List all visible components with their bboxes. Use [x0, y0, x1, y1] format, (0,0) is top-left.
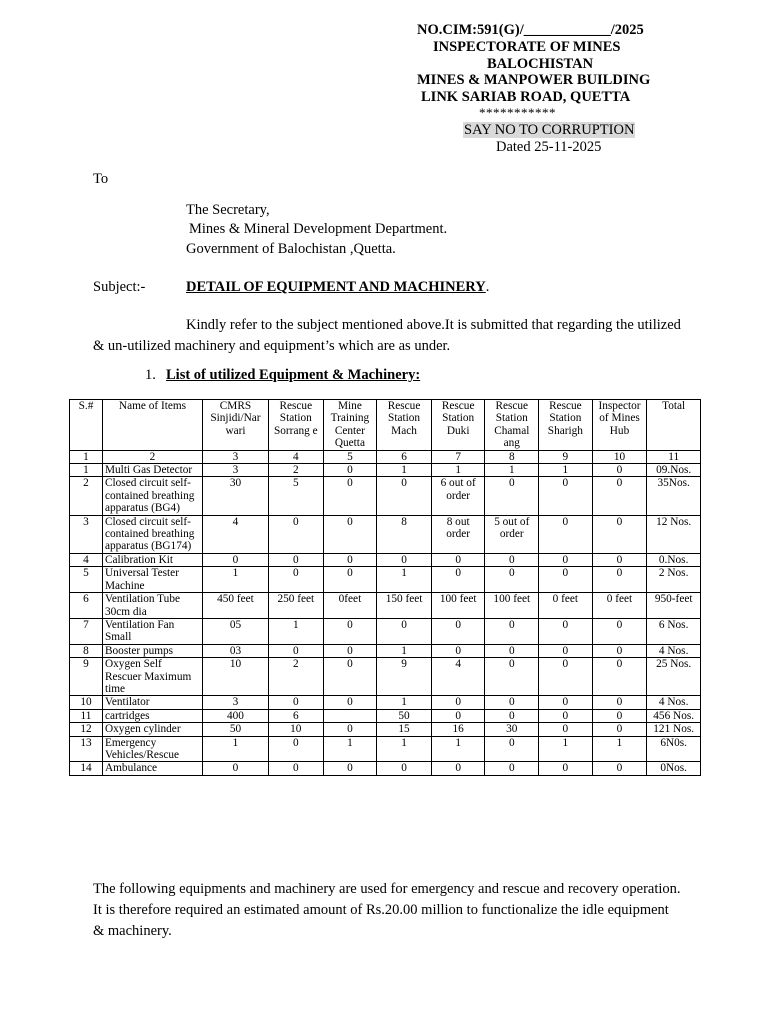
quantity-cell: 0	[592, 723, 647, 736]
column-number: 3	[202, 450, 268, 463]
column-number: 1	[70, 450, 103, 463]
quantity-cell: 0	[485, 567, 539, 593]
item-name-cell: Multi Gas Detector	[102, 464, 202, 477]
total-cell: 4 Nos.	[647, 696, 701, 709]
quantity-cell: 0	[592, 515, 647, 553]
column-number: 4	[268, 450, 323, 463]
letter-date: Dated 25-11-2025	[496, 139, 602, 155]
column-header: Rescue Station Duki	[431, 400, 485, 451]
table-row	[70, 658, 701, 696]
quantity-cell: 2	[268, 658, 323, 696]
table-row	[70, 567, 701, 593]
serial-cell: 4	[70, 553, 103, 566]
quantity-cell: 0	[377, 477, 432, 515]
item-name-cell: Booster pumps	[102, 644, 202, 657]
serial-cell: 10	[70, 696, 103, 709]
slogan-text: SAY NO TO CORRUPTION	[464, 122, 635, 138]
column-header: Inspector of Mines Hub	[592, 400, 647, 451]
total-cell: 6 Nos.	[647, 618, 701, 644]
column-header: Total	[647, 400, 701, 451]
serial-cell: 14	[70, 762, 103, 775]
quantity-cell: 3	[202, 696, 268, 709]
column-header: Rescue Station Mach	[377, 400, 432, 451]
subject-period: .	[485, 279, 490, 295]
total-cell: 121 Nos.	[647, 723, 701, 736]
serial-cell: 12	[70, 723, 103, 736]
total-cell: 950-feet	[647, 593, 701, 619]
serial-cell: 7	[70, 618, 103, 644]
quantity-cell: 1	[539, 736, 593, 762]
table-row	[70, 464, 701, 477]
table-header-row	[70, 400, 701, 451]
quantity-cell: 0	[485, 762, 539, 775]
quantity-cell: 10	[202, 658, 268, 696]
quantity-cell: 0	[592, 762, 647, 775]
serial-cell: 6	[70, 593, 103, 619]
quantity-cell: 0	[323, 696, 377, 709]
quantity-cell: 1	[539, 464, 593, 477]
quantity-cell: 0	[431, 644, 485, 657]
item-name-cell: Closed circuit self-contained breathing apparatus (BG4)	[102, 477, 202, 515]
list-heading: List of utilized Equipment & Machinery:	[166, 367, 421, 383]
table-body	[70, 464, 701, 776]
quantity-cell: 8 out order	[431, 515, 485, 553]
quantity-cell: 450 feet	[202, 593, 268, 619]
total-cell: 4 Nos.	[647, 644, 701, 657]
quantity-cell: 0	[268, 515, 323, 553]
quantity-cell: 1	[202, 567, 268, 593]
total-cell: 25 Nos.	[647, 658, 701, 696]
quantity-cell: 0	[431, 762, 485, 775]
quantity-cell: 0	[485, 477, 539, 515]
quantity-cell: 0	[268, 553, 323, 566]
quantity-cell: 1	[377, 644, 432, 657]
quantity-cell: 0	[431, 567, 485, 593]
serial-cell: 1	[70, 464, 103, 477]
total-cell: 456 Nos.	[647, 709, 701, 722]
serial-cell: 5	[70, 567, 103, 593]
subject-title: DETAIL OF EQUIPMENT AND MACHINERY	[186, 279, 486, 295]
quantity-cell: 6 out of order	[431, 477, 485, 515]
quantity-cell: 0	[485, 709, 539, 722]
item-name-cell: Ventilation Fan Small	[102, 618, 202, 644]
column-number: 6	[377, 450, 432, 463]
quantity-cell: 0	[592, 567, 647, 593]
equipment-table	[69, 399, 701, 776]
quantity-cell: 5	[268, 477, 323, 515]
separator-stars: ***********	[479, 105, 556, 120]
item-name-cell: Closed circuit self-contained breathing apparatus (BG174)	[102, 515, 202, 553]
column-numbering-row	[70, 450, 701, 463]
table-row	[70, 762, 701, 775]
office-name: INSPECTORATE OF MINES	[433, 39, 621, 55]
closing-paragraph: The following equipments and machinery are used for emergency and rescue and recovery operation. It is therefore required an estimated amount of Rs.20.00 million to functionalize the idle equipment & machinery.	[93, 881, 681, 939]
quantity-cell: 1	[485, 464, 539, 477]
reference-number: NO.CIM:591(G)/____________/2025	[417, 22, 644, 38]
quantity-cell: 05	[202, 618, 268, 644]
quantity-cell: 0	[539, 553, 593, 566]
quantity-cell: 0	[592, 696, 647, 709]
quantity-cell: 0	[592, 618, 647, 644]
quantity-cell: 0	[431, 709, 485, 722]
column-header: Rescue Station Sorrang e	[268, 400, 323, 451]
quantity-cell: 0	[268, 696, 323, 709]
quantity-cell: 0	[592, 644, 647, 657]
intro-paragraph: Kindly refer to the subject mentioned above.It is submitted that regarding the utilized & un-utilized machinery and equipment’s which are as under.	[93, 317, 681, 354]
total-cell: 6N0s.	[647, 736, 701, 762]
serial-cell: 2	[70, 477, 103, 515]
recipient-department: Mines & Mineral Development Department.	[189, 221, 448, 237]
item-name-cell: cartridges	[102, 709, 202, 722]
quantity-cell: 50	[377, 709, 432, 722]
quantity-cell: 03	[202, 644, 268, 657]
quantity-cell: 1	[377, 736, 432, 762]
quantity-cell	[323, 709, 377, 722]
quantity-cell: 1	[377, 696, 432, 709]
quantity-cell: 0	[485, 736, 539, 762]
table-row	[70, 593, 701, 619]
letterhead	[0, 0, 768, 160]
item-name-cell: Emergency Vehicles/Rescue	[102, 736, 202, 762]
table-row	[70, 618, 701, 644]
quantity-cell: 0	[323, 762, 377, 775]
quantity-cell: 0	[377, 762, 432, 775]
quantity-cell: 400	[202, 709, 268, 722]
quantity-cell: 0	[377, 618, 432, 644]
column-header: Rescue Station Chamal ang	[485, 400, 539, 451]
column-number: 9	[539, 450, 593, 463]
quantity-cell: 0	[323, 644, 377, 657]
quantity-cell: 0	[323, 553, 377, 566]
quantity-cell: 8	[377, 515, 432, 553]
quantity-cell: 0	[485, 553, 539, 566]
quantity-cell: 0	[485, 644, 539, 657]
column-number: 8	[485, 450, 539, 463]
total-cell: 0.Nos.	[647, 553, 701, 566]
total-cell: 0Nos.	[647, 762, 701, 775]
table-row	[70, 709, 701, 722]
quantity-cell: 0	[323, 515, 377, 553]
recipient-title: The Secretary,	[186, 202, 270, 218]
quantity-cell: 0	[592, 477, 647, 515]
quantity-cell: 30	[202, 477, 268, 515]
table-row	[70, 553, 701, 566]
list-number: 1.	[145, 367, 156, 383]
slogan	[463, 122, 635, 139]
quantity-cell: 0	[323, 477, 377, 515]
quantity-cell: 1	[377, 567, 432, 593]
quantity-cell: 0	[268, 567, 323, 593]
quantity-cell: 15	[377, 723, 432, 736]
table-row	[70, 723, 701, 736]
item-name-cell: Oxygen cylinder	[102, 723, 202, 736]
table-row	[70, 477, 701, 515]
quantity-cell: 0	[431, 618, 485, 644]
quantity-cell: 0	[431, 553, 485, 566]
quantity-cell: 1	[592, 736, 647, 762]
quantity-cell: 0	[485, 618, 539, 644]
item-name-cell: Ventilator	[102, 696, 202, 709]
quantity-cell: 150 feet	[377, 593, 432, 619]
column-header: Rescue Station Sharigh	[539, 400, 593, 451]
item-name-cell: Ventilation Tube 30cm dia	[102, 593, 202, 619]
quantity-cell: 0 feet	[539, 593, 593, 619]
quantity-cell: 0	[268, 762, 323, 775]
serial-cell: 13	[70, 736, 103, 762]
quantity-cell: 1	[202, 736, 268, 762]
quantity-cell: 100 feet	[485, 593, 539, 619]
quantity-cell: 0	[202, 762, 268, 775]
quantity-cell: 0	[268, 644, 323, 657]
quantity-cell: 0	[539, 618, 593, 644]
column-number: 10	[592, 450, 647, 463]
column-number: 7	[431, 450, 485, 463]
quantity-cell: 4	[202, 515, 268, 553]
salutation-to: To	[93, 171, 109, 187]
quantity-cell: 0 feet	[592, 593, 647, 619]
quantity-cell: 250 feet	[268, 593, 323, 619]
item-name-cell: Calibration Kit	[102, 553, 202, 566]
quantity-cell: 1	[431, 736, 485, 762]
quantity-cell: 16	[431, 723, 485, 736]
quantity-cell: 0	[323, 567, 377, 593]
quantity-cell: 0	[377, 553, 432, 566]
table-row	[70, 644, 701, 657]
column-header: CMRS Sinjidi/Nar wari	[202, 400, 268, 451]
quantity-cell: 0	[592, 709, 647, 722]
building-name: MINES & MANPOWER BUILDING	[417, 72, 651, 88]
column-number: 2	[102, 450, 202, 463]
street-address: LINK SARIAB ROAD, QUETTA	[421, 89, 631, 105]
quantity-cell: 6	[268, 709, 323, 722]
table-row	[70, 736, 701, 762]
quantity-cell: 0	[323, 618, 377, 644]
quantity-cell: 30	[485, 723, 539, 736]
quantity-cell: 1	[323, 736, 377, 762]
item-name-cell: Ambulance	[102, 762, 202, 775]
quantity-cell: 0	[592, 658, 647, 696]
quantity-cell: 0	[323, 723, 377, 736]
total-cell: 2 Nos.	[647, 567, 701, 593]
column-header: Name of Items	[102, 400, 202, 451]
quantity-cell: 0	[539, 477, 593, 515]
quantity-cell: 1	[431, 464, 485, 477]
quantity-cell: 50	[202, 723, 268, 736]
quantity-cell: 1	[377, 464, 432, 477]
serial-cell: 11	[70, 709, 103, 722]
quantity-cell: 10	[268, 723, 323, 736]
quantity-cell: 0	[202, 553, 268, 566]
total-cell: 09.Nos.	[647, 464, 701, 477]
quantity-cell: 0	[323, 658, 377, 696]
quantity-cell: 1	[268, 618, 323, 644]
quantity-cell: 0	[268, 736, 323, 762]
quantity-cell: 4	[431, 658, 485, 696]
quantity-cell: 100 feet	[431, 593, 485, 619]
quantity-cell: 0	[539, 709, 593, 722]
quantity-cell: 3	[202, 464, 268, 477]
quantity-cell: 0	[539, 696, 593, 709]
quantity-cell: 0	[431, 696, 485, 709]
subject-label: Subject:-	[93, 279, 146, 295]
quantity-cell: 0	[485, 658, 539, 696]
recipient-government: Government of Balochistan ,Quetta.	[186, 241, 396, 257]
quantity-cell: 0feet	[323, 593, 377, 619]
table-row	[70, 696, 701, 709]
item-name-cell: Oxygen Self Rescuer Maximum time	[102, 658, 202, 696]
serial-cell: 9	[70, 658, 103, 696]
total-cell: 12 Nos.	[647, 515, 701, 553]
quantity-cell: 0	[485, 696, 539, 709]
quantity-cell: 2	[268, 464, 323, 477]
column-number: 11	[647, 450, 701, 463]
quantity-cell: 0	[539, 644, 593, 657]
serial-cell: 8	[70, 644, 103, 657]
quantity-cell: 0	[539, 515, 593, 553]
quantity-cell: 5 out of order	[485, 515, 539, 553]
quantity-cell: 0	[539, 658, 593, 696]
province-name: BALOCHISTAN	[487, 56, 594, 72]
column-header: S.#	[70, 400, 103, 451]
quantity-cell: 0	[539, 567, 593, 593]
quantity-cell: 0	[592, 553, 647, 566]
column-header: Mine Training Center Quetta	[323, 400, 377, 451]
serial-cell: 3	[70, 515, 103, 553]
quantity-cell: 0	[323, 464, 377, 477]
total-cell: 35Nos.	[647, 477, 701, 515]
column-number: 5	[323, 450, 377, 463]
table-row	[70, 515, 701, 553]
quantity-cell: 0	[539, 762, 593, 775]
quantity-cell: 0	[592, 464, 647, 477]
item-name-cell: Universal Tester Machine	[102, 567, 202, 593]
quantity-cell: 0	[539, 723, 593, 736]
subject-line	[186, 279, 489, 296]
quantity-cell: 9	[377, 658, 432, 696]
